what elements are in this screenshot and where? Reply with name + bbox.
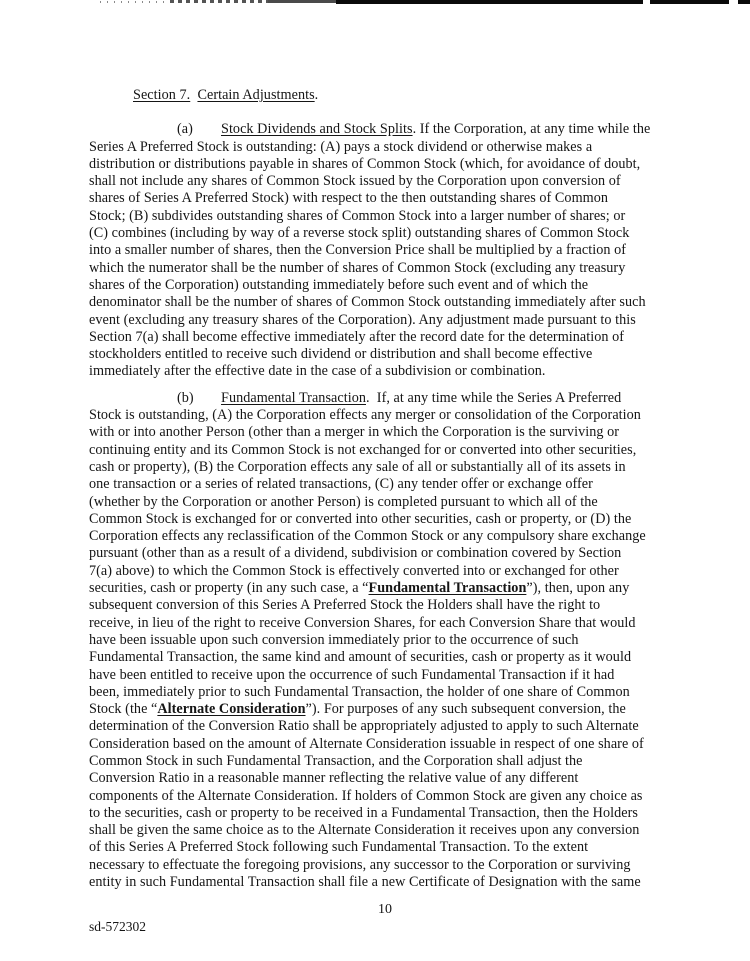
text-line: denominator shall be the number of shares of Common Stock outstanding immediately after such — [89, 294, 646, 311]
text-line: Fundamental Transaction, the same kind and amount of securities, cash or property as it would — [89, 649, 632, 666]
text-line: (a) Stock Dividends and Stock Splits. If the Corporation, at any time while the — [89, 121, 651, 138]
text-line: immediately after the effective date in the case of a subdivision or combination. — [89, 363, 546, 380]
text-line: (C) combines (including by way of a reverse stock split) outstanding shares of Common Stock — [89, 225, 630, 242]
document-id: sd-572302 — [89, 919, 146, 934]
text-line: event (excluding any treasury shares of the Corporation). Any adjustment made pursuant to this — [89, 311, 636, 328]
text-line: pursuant (other than as a result of a dividend, subdivision or combination covered by Section — [89, 545, 622, 562]
text-line: Corporation effects any reclassification of the Common Stock or any compulsory share exchange — [89, 528, 646, 545]
text-line: distribution or distributions payable in shares of Common Stock (which, for avoidance of doubt, — [89, 155, 641, 172]
text-line: have been entitled to receive upon the occurrence of such Fundamental Transaction if it had — [89, 666, 615, 683]
text-line: one transaction or a series of related transactions, (C) any tender offer or exchange offer — [89, 476, 593, 493]
scan-edge-black — [336, 0, 750, 4]
text-line: components of the Alternate Consideration. If holders of Common Stock are given any choice as — [89, 787, 643, 804]
scan-edge-gray — [268, 0, 338, 3]
scan-edge-dashes — [170, 0, 270, 3]
text-line: necessary to effectuate the foregoing provisions, any successor to the Corporation or surviving — [89, 856, 631, 873]
text-line: to the securities, cash or property to be received in a Fundamental Transaction, then the Holders — [89, 804, 638, 821]
text-line: Conversion Ratio in a reasonable manner reflecting the relative value of any different — [89, 770, 579, 787]
paragraph-stock-dividends — [89, 121, 681, 380]
text-line: have been issuable upon such conversion immediately prior to the occurrence of such — [89, 631, 579, 648]
text-line: receive, in lieu of the right to receive Conversion Shares, for each Conversion Share that would — [89, 614, 636, 631]
text-line: shall not include any shares of Common Stock issued by the Corporation upon conversion of — [89, 173, 621, 190]
text-line: shall be given the same choice as to the Alternate Consideration it receives upon any conversion — [89, 822, 640, 839]
text-line: which the numerator shall be the number of shares of Common Stock (excluding any treasury — [89, 259, 626, 276]
text-line: (b) Fundamental Transaction. If, at any time while the Series A Preferred — [89, 389, 622, 406]
text-line: subsequent conversion of this Series A Preferred Stock the Holders shall have the right to — [89, 597, 601, 614]
document-body — [89, 87, 681, 891]
text-line: Stock; (B) subdivides outstanding shares of Common Stock into a larger number of shares; or — [89, 207, 626, 224]
text-line: cash or property), (B) the Corporation effects any sale of all or substantially all of its assets in — [89, 458, 626, 475]
scan-edge-dots — [100, 1, 170, 3]
page-number: 10 — [378, 902, 392, 917]
text-line: into a smaller number of shares, then the Conversion Price shall be multiplied by a fraction of — [89, 242, 627, 259]
text-line: Stock (the “Alternate Consideration”). For purposes of any such subsequent conversion, the — [89, 701, 626, 718]
text-line: of this Series A Preferred Stock following such Fundamental Transaction. To the extent — [89, 839, 589, 856]
text-line: Stock is outstanding, (A) the Corporation effects any merger or consolidation of the Corporation — [89, 407, 641, 424]
text-line: with or into another Person (other than a merger in which the Corporation is the surviving or — [89, 424, 620, 441]
text-line: been, immediately prior to such Fundamental Transaction, the holder of one share of Common — [89, 683, 630, 700]
text-line: continuing entity and its Common Stock is not exchanged for or converted into other securities, — [89, 441, 637, 458]
text-line: Series A Preferred Stock is outstanding: (A) pays a stock dividend or otherwise makes a — [89, 138, 593, 155]
section-heading — [89, 87, 681, 104]
text-line: shares of the Corporation) outstanding immediately before such event and of which the — [89, 276, 589, 293]
text-line: entity in such Fundamental Transaction shall file a new Certificate of Designation with the same — [89, 874, 641, 891]
scan-edge-notch — [643, 0, 650, 4]
text-line: Common Stock in such Fundamental Transaction, and the Corporation shall adjust the — [89, 752, 583, 769]
text-line: 7(a) above) to which the Common Stock is effectively converted into or exchanged for other — [89, 562, 619, 579]
text-line: Section 7(a) shall become effective immediately after the record date for the determination of — [89, 328, 625, 345]
scan-edge-artifact — [0, 0, 750, 5]
scan-edge-notch — [729, 0, 738, 4]
text-line: (whether by the Corporation or another Person) is completed pursuant to which all of the — [89, 493, 598, 510]
text-line: securities, cash or property (in any such case, a “Fundamental Transaction”), then, upon any — [89, 580, 630, 597]
text-line: stockholders entitled to receive such dividend or distribution and shall become effective — [89, 346, 593, 363]
paragraph-fundamental-transaction — [89, 390, 681, 892]
text-line: shares of Series A Preferred Stock) with respect to the then outstanding shares of Common — [89, 190, 609, 207]
text-line: determination of the Conversion Ratio shall be appropriately adjusted to apply to such Alternate — [89, 718, 639, 735]
text-line: Common Stock is exchanged for or converted into other securities, cash or property, or (D) the — [89, 510, 632, 527]
text-line: Section 7. Certain Adjustments. — [133, 87, 319, 103]
text-line: Consideration based on the amount of Alternate Consideration issuable in respect of one share of — [89, 735, 644, 752]
